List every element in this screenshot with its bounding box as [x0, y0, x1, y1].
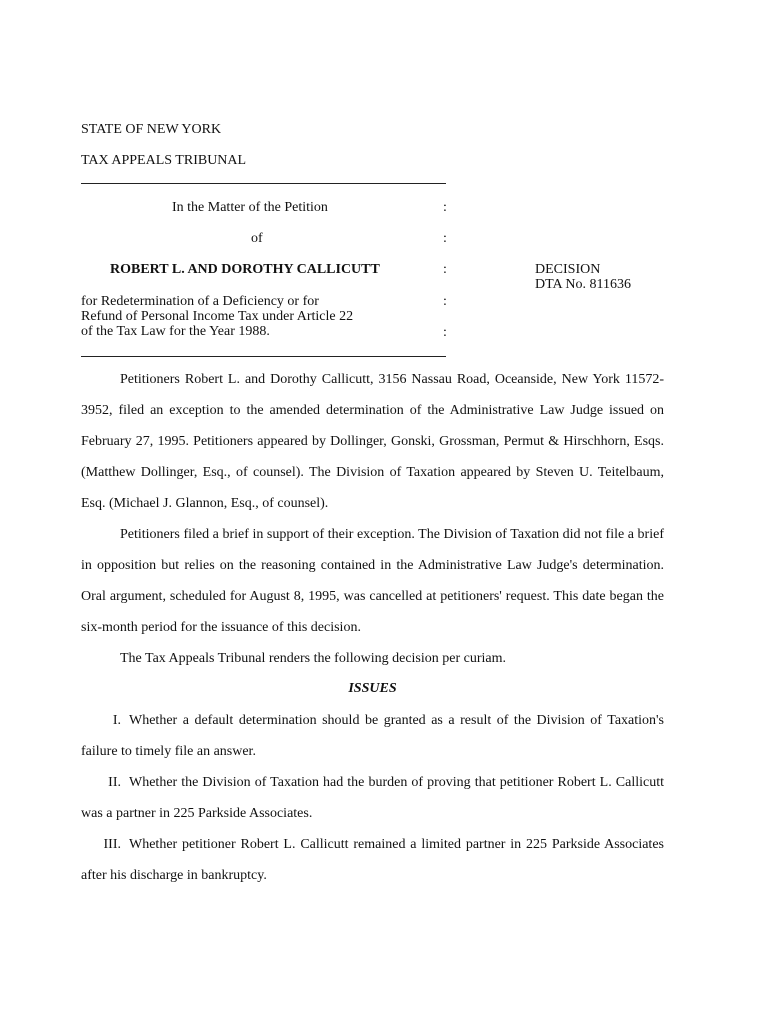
matter-line: In the Matter of the Petition	[172, 200, 328, 215]
issue-text: Whether the Division of Taxation had the burden of proving that petitioner Robert L. Callicutt was a partner in 225 Parkside Associates.	[81, 775, 664, 821]
decision-block	[535, 262, 631, 292]
body-paragraph-3: The Tax Appeals Tribunal renders the following decision per curiam.	[120, 651, 507, 666]
caption-colon: :	[443, 294, 447, 309]
purpose-line-3: of the Tax Law for the Year 1988.	[81, 324, 270, 339]
tribunal-heading: TAX APPEALS TRIBUNAL	[81, 153, 247, 168]
caption-colon: :	[443, 200, 447, 215]
caption-bottom-rule	[81, 356, 446, 357]
issues-heading: ISSUES	[348, 681, 397, 696]
petitioner-names: ROBERT L. AND DOROTHY CALLICUTT	[110, 262, 380, 277]
state-heading: STATE OF NEW YORK	[81, 122, 222, 137]
petition-purpose	[81, 294, 353, 339]
decision-label: DECISION	[535, 262, 601, 277]
caption-colon: :	[443, 231, 447, 246]
caption-colon: :	[443, 325, 447, 340]
dta-number: DTA No. 811636	[535, 277, 631, 292]
body-paragraph-2: Petitioners filed a brief in support of their exception. The Division of Taxation did not file a brief in opposition but relies on the reasoning contained in the Administrative Law Judge's determination. Oral argument, scheduled for August 8, 1995, was cancelled at petitioners' request. This date began the six-month period for the issuance of this decision.	[81, 527, 664, 635]
issue-item	[81, 767, 664, 829]
purpose-line-2: Refund of Personal Income Tax under Article 22	[81, 309, 354, 324]
issue-text: Whether petitioner Robert L. Callicutt remained a limited partner in 225 Parkside Associates after his discharge in bankruptcy.	[81, 837, 664, 883]
issue-item	[81, 705, 664, 767]
issue-item	[81, 829, 664, 891]
of-line: of	[251, 231, 263, 246]
issue-number: II.	[108, 775, 121, 790]
caption-colon: :	[443, 262, 447, 277]
purpose-line-1: for Redetermination of a Deficiency or for	[81, 294, 319, 309]
caption-top-rule	[81, 183, 446, 184]
issue-number: I.	[112, 713, 121, 728]
issue-text: Whether a default determination should be granted as a result of the Division of Taxation's failure to timely file an answer.	[81, 713, 664, 759]
body-paragraph-1: Petitioners Robert L. and Dorothy Callicutt, 3156 Nassau Road, Oceanside, New York 11572-3952, filed an exception to the amended determination of the Administrative Law Judge issued on February 27, 1995. Petitioners appeared by Dollinger, Gonski, Grossman, Permut & Hirschhorn, Esqs. (Matthew Dollinger, Esq., of counsel). The Division of Taxation appeared by Steven U. Teitelbaum, Esq. (Michael J. Glannon, Esq., of counsel).	[81, 372, 664, 511]
issue-number: III.	[103, 837, 121, 852]
